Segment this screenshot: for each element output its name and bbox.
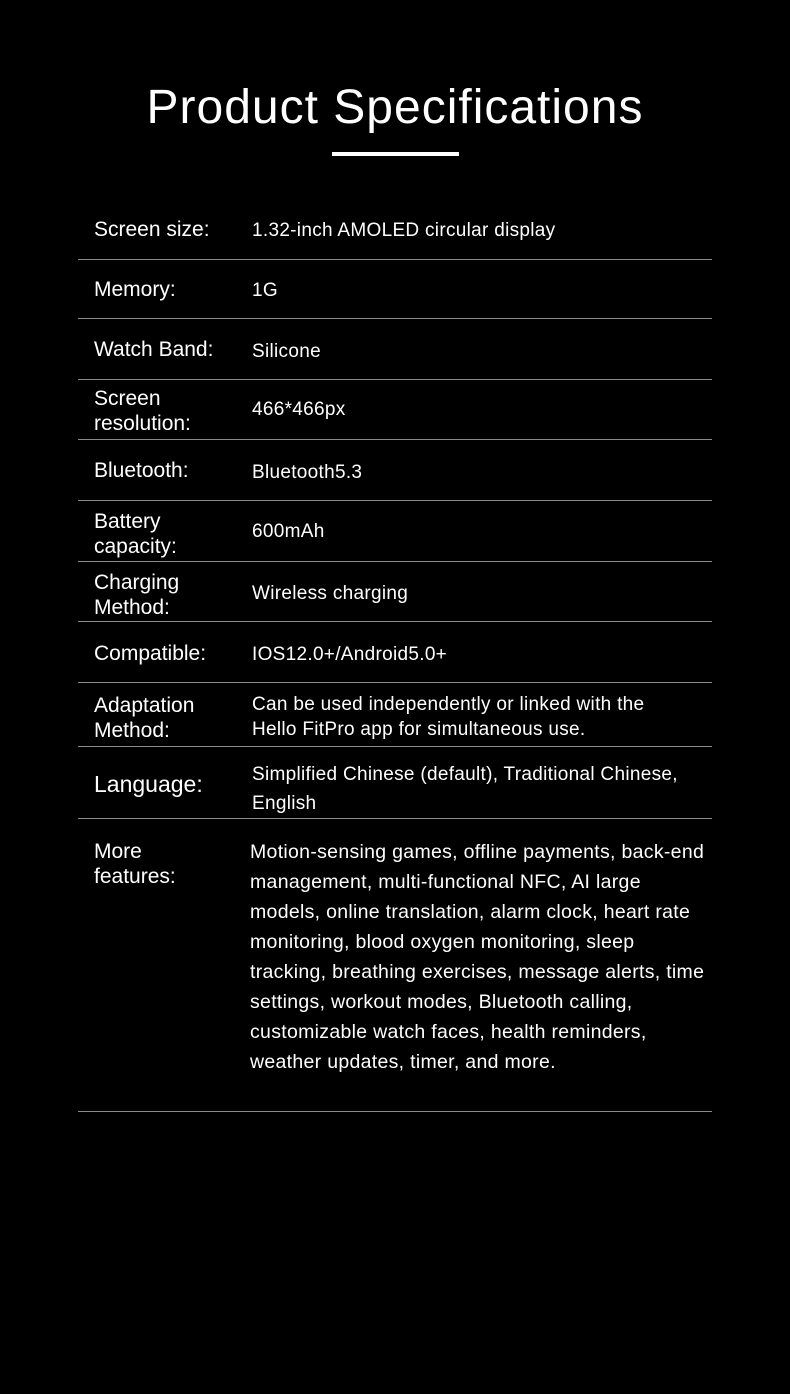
title-underline — [332, 152, 459, 156]
spec-label: Charging Method: — [94, 571, 180, 619]
spec-row-battery-capacity — [78, 501, 712, 562]
spec-value: 600mAh — [252, 521, 325, 542]
page-title: Product Specifications — [146, 81, 644, 134]
spec-row-charging-method — [78, 562, 712, 622]
spec-value: 466*466px — [252, 399, 346, 420]
spec-value: IOS12.0+/Android5.0+ — [252, 644, 448, 665]
spec-value: 1.32-inch AMOLED circular display — [252, 220, 556, 241]
spec-row-screen-resolution — [78, 380, 712, 440]
spec-value: Motion-sensing games, offline payments, back-end management, multi-functional NFC, AI large models, online translation, alarm clock, heart rate monitoring, blood oxygen monitoring, sleep tracking, breathing exercises, message alerts, time settings, workout modes, Bluetooth calling, customizable watch faces, health reminders, weather updates, timer, and more. — [250, 841, 705, 1073]
spec-value: Can be used independently or linked with the Hello FitPro app for simultaneous use. — [252, 694, 645, 740]
spec-table — [78, 200, 712, 1112]
spec-label: More features: — [94, 840, 176, 888]
spec-label: Battery capacity: — [94, 510, 177, 558]
spec-row-screen-size — [78, 200, 712, 260]
spec-value: Bluetooth5.3 — [252, 462, 363, 483]
spec-label: Memory: — [94, 278, 176, 301]
spec-value: Wireless charging — [252, 583, 409, 604]
spec-value: Silicone — [252, 341, 321, 362]
spec-row-memory — [78, 260, 712, 319]
spec-value: Simplified Chinese (default), Traditional Chinese, English — [252, 764, 678, 814]
spec-row-compatible — [78, 622, 712, 683]
spec-label: Screen size: — [94, 218, 210, 241]
spec-label: Screen resolution: — [94, 387, 191, 435]
spec-row-bluetooth — [78, 440, 712, 501]
spec-value: 1G — [252, 280, 278, 301]
spec-row-adaptation-method — [78, 683, 712, 747]
spec-label: Watch Band: — [94, 338, 214, 361]
spec-label: Bluetooth: — [94, 459, 189, 482]
spec-label: Adaptation Method: — [94, 694, 195, 742]
spec-row-language — [78, 747, 712, 819]
spec-label: Language: — [94, 771, 203, 797]
spec-label: Compatible: — [94, 642, 207, 665]
spec-row-more-features — [78, 819, 712, 1112]
spec-row-watch-band — [78, 319, 712, 380]
